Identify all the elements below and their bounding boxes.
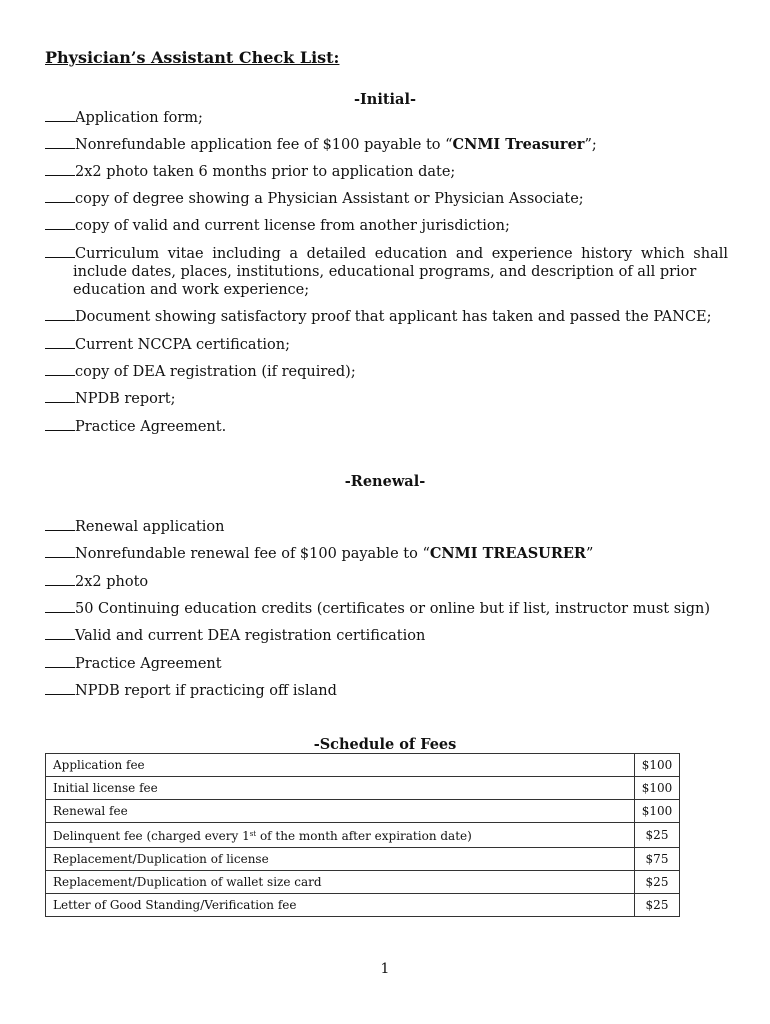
checkbox-blank[interactable] (45, 390, 75, 403)
checkbox-blank[interactable] (45, 518, 75, 531)
table-row (46, 823, 680, 848)
page-title: Physician’s Assistant Check List: (45, 48, 340, 67)
checkbox-blank[interactable] (45, 245, 75, 258)
renewal-item-ce-credits: 50 Continuing education credits (certificates or online but if list, instructor must sign) (45, 600, 728, 618)
renewal-item-dea: Valid and current DEA registration certification (45, 627, 728, 645)
table-row (46, 777, 680, 800)
checkbox-blank[interactable] (45, 682, 75, 695)
initial-heading: -Initial- (354, 91, 416, 108)
checkbox-blank[interactable] (45, 336, 75, 349)
checkbox-blank[interactable] (45, 190, 75, 203)
checkbox-blank[interactable] (45, 217, 75, 230)
checklist-item-nccpa: Current NCCPA certification; (45, 336, 728, 354)
fee-amount: $100 (635, 777, 680, 800)
checkbox-blank[interactable] (45, 109, 75, 122)
renewal-item-npdb: NPDB report if practicing off island (45, 682, 728, 700)
checklist-item-practice-agreement: Practice Agreement. (45, 418, 728, 436)
checklist-item-dea: copy of DEA registration (if required); (45, 363, 728, 381)
table-row (46, 871, 680, 894)
fee-amount: $25 (635, 894, 680, 917)
fee-amount: $100 (635, 754, 680, 777)
table-row (46, 800, 680, 823)
checklist-item-npdb: NPDB report; (45, 390, 728, 408)
fee-amount: $25 (635, 823, 680, 848)
checkbox-blank[interactable] (45, 363, 75, 376)
table-row (46, 894, 680, 917)
checkbox-blank[interactable] (45, 655, 75, 668)
renewal-item-application: Renewal application (45, 518, 728, 536)
checklist-item-application-form: Application form; (45, 109, 728, 127)
checkbox-blank[interactable] (45, 600, 75, 613)
fee-label: Replacement/Duplication of license (46, 848, 635, 871)
renewal-item-fee: Nonrefundable renewal fee of $100 payable to “CNMI TREASURER” (45, 545, 728, 563)
checklist-item-pance: Document showing satisfactory proof that applicant has taken and passed the PANCE; (45, 308, 728, 326)
fee-label: Replacement/Duplication of wallet size card (46, 871, 635, 894)
checkbox-blank[interactable] (45, 545, 75, 558)
table-row (46, 754, 680, 777)
fee-label: Letter of Good Standing/Verification fee (46, 894, 635, 917)
checklist-item-degree: copy of degree showing a Physician Assistant or Physician Associate; (45, 190, 728, 208)
checklist-item-application-fee: Nonrefundable application fee of $100 payable to “CNMI Treasurer”; (45, 136, 728, 154)
renewal-heading: -Renewal- (344, 473, 426, 490)
checklist-item-photo: 2x2 photo taken 6 months prior to application date; (45, 163, 728, 181)
checklist-item-curriculum-vitae: Curriculum vitae including a detailed education and experience history which shall include dates, places, institutions, educational programs, and description of all prior education and work experience; (45, 245, 728, 299)
fees-table (45, 753, 680, 917)
checklist-item-license: copy of valid and current license from another jurisdiction; (45, 217, 728, 235)
page-number: 1 (380, 961, 390, 977)
table-row (46, 848, 680, 871)
checkbox-blank[interactable] (45, 308, 75, 321)
checkbox-blank[interactable] (45, 136, 75, 149)
fee-label: Application fee (46, 754, 635, 777)
fee-label: Delinquent fee (charged every 1st of the month after expiration date) (46, 823, 635, 848)
checkbox-blank[interactable] (45, 418, 75, 431)
fee-amount: $100 (635, 800, 680, 823)
fee-label: Initial license fee (46, 777, 635, 800)
renewal-item-practice-agreement: Practice Agreement (45, 655, 728, 673)
fees-heading: -Schedule of Fees (313, 736, 457, 753)
checkbox-blank[interactable] (45, 163, 75, 176)
checkbox-blank[interactable] (45, 573, 75, 586)
fee-amount: $25 (635, 871, 680, 894)
checkbox-blank[interactable] (45, 627, 75, 640)
renewal-item-photo: 2x2 photo (45, 573, 728, 591)
fee-amount: $75 (635, 848, 680, 871)
fee-label: Renewal fee (46, 800, 635, 823)
